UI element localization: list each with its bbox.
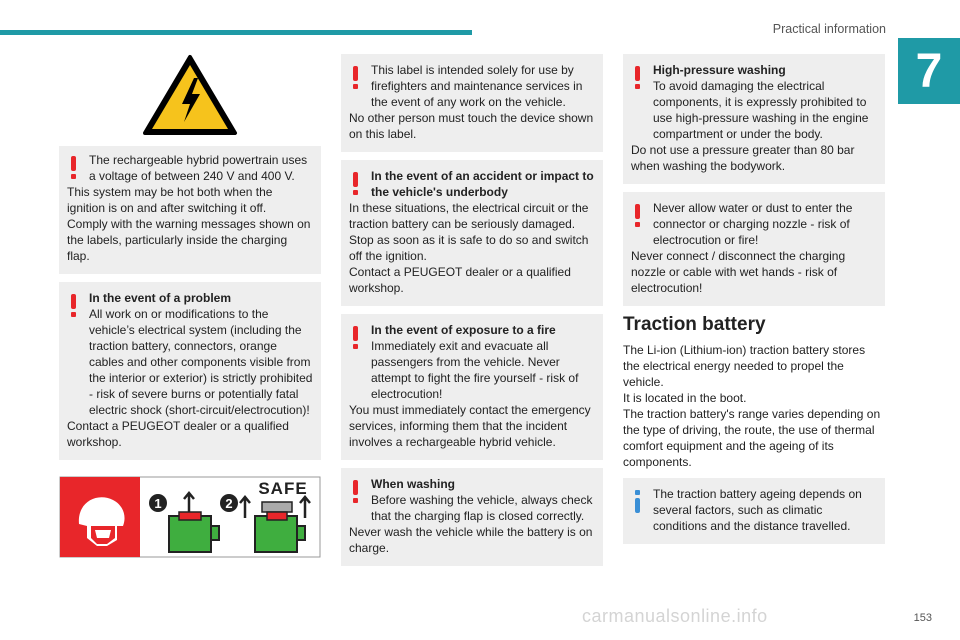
high-voltage-warning-icon bbox=[142, 54, 238, 136]
traction-battery-paragraph bbox=[623, 342, 885, 470]
warning-problem-box bbox=[59, 282, 321, 460]
box-title: In the event of an accident or impact to the vehicle's underbody bbox=[371, 169, 594, 199]
warning-water-box bbox=[623, 192, 885, 306]
box-text: All work on or modifications to the vehicle’s electrical system (including the traction battery, connectors, orange cables and other components visible from the interior or exterior) is strictly prohibited - risk of severe burns or potentially fatal electric shock (short-circuit/electrocution)! bbox=[89, 307, 313, 417]
watermark: carmanualsonline.info bbox=[582, 606, 768, 626]
box-text: Comply with the warning messages shown on the labels, particularly inside the charging flap. bbox=[67, 217, 311, 263]
box-title: When washing bbox=[371, 477, 455, 491]
paragraph-line: It is located in the boot. bbox=[623, 391, 747, 405]
box-text: Do not use a pressure greater than 80 bar when washing the bodywork. bbox=[631, 143, 855, 173]
box-text: The traction battery ageing depends on several factors, such as climatic conditions and the distance travelled. bbox=[653, 487, 862, 533]
traction-battery-heading: Traction battery bbox=[623, 314, 766, 335]
warning-exclamation-icon bbox=[353, 480, 359, 502]
column-3 bbox=[623, 54, 885, 552]
warning-label-box bbox=[341, 54, 603, 152]
paragraph-line: The Li-ion (Lithium-ion) traction battery stores the electrical energy needed to propel the vehicle. bbox=[623, 343, 866, 389]
warning-high-pressure-box bbox=[623, 54, 885, 184]
box-title: In the event of exposure to a fire bbox=[371, 323, 556, 337]
info-icon bbox=[635, 490, 641, 512]
info-ageing-box bbox=[623, 478, 885, 544]
warning-fire-box bbox=[341, 314, 603, 460]
box-text: This system may be hot both when the ignition is on and after switching it off. bbox=[67, 185, 273, 215]
warning-exclamation-icon bbox=[353, 326, 359, 348]
warning-accident-box bbox=[341, 160, 603, 306]
box-text: This label is intended solely for use by firefighters and maintenance services in the event of any work on the vehicle. bbox=[371, 63, 583, 109]
box-text: Stop as soon as it is safe to do so and switch off the ignition. bbox=[349, 233, 589, 263]
warning-exclamation-icon bbox=[635, 66, 641, 88]
column-1 bbox=[59, 54, 321, 563]
chapter-tab: 7 bbox=[898, 38, 960, 104]
box-text: Immediately exit and evacuate all passengers from the vehicle. Never attempt to fight the fire yourself - risk of electrocution! bbox=[371, 339, 579, 401]
firefighter-label-image bbox=[59, 476, 321, 558]
box-text: In these situations, the electrical circuit or the traction battery can be seriously damaged. bbox=[349, 201, 589, 231]
box-title: High-pressure washing bbox=[653, 63, 786, 77]
warning-exclamation-icon bbox=[71, 156, 77, 178]
safe-label: SAFE bbox=[258, 479, 308, 498]
box-text: The rechargeable hybrid powertrain uses a voltage of between 240 V and 400 V. bbox=[89, 153, 308, 183]
page-number: 153 bbox=[913, 612, 932, 624]
warning-exclamation-icon bbox=[635, 204, 641, 226]
paragraph-line: The traction battery's range varies depending on the type of driving, the route, the use of thermal comfort equipment and the ageing of its components. bbox=[623, 407, 881, 469]
column-2 bbox=[341, 54, 603, 574]
warning-washing-box bbox=[341, 468, 603, 566]
box-title: In the event of a problem bbox=[89, 291, 232, 305]
box-text: Never allow water or dust to enter the connector or charging nozzle - risk of electrocution or fire! bbox=[653, 201, 853, 247]
box-text: Never connect / disconnect the charging nozzle or cable with wet hands - risk of electrocution! bbox=[631, 249, 846, 295]
section-title: Practical information bbox=[772, 22, 886, 36]
box-text: Never wash the vehicle while the battery is on charge. bbox=[349, 525, 593, 555]
box-text: Contact a PEUGEOT dealer or a qualified workshop. bbox=[67, 419, 289, 449]
box-text: You must immediately contact the emergency services, informing them that the incident involves a rechargeable hybrid vehicle. bbox=[349, 403, 591, 449]
label-step-number: 1 bbox=[154, 496, 162, 511]
label-step-number: 2 bbox=[225, 496, 233, 511]
warning-exclamation-icon bbox=[353, 172, 359, 194]
box-text: Contact a PEUGEOT dealer or a qualified workshop. bbox=[349, 265, 571, 295]
warning-voltage-box bbox=[59, 146, 321, 274]
header-accent-bar bbox=[0, 30, 472, 35]
warning-exclamation-icon bbox=[71, 294, 77, 316]
box-text: No other person must touch the device shown on this label. bbox=[349, 111, 594, 141]
box-text: To avoid damaging the electrical components, it is expressly prohibited to use high-pressure washing in the engine compartment or under the body. bbox=[653, 79, 869, 141]
warning-exclamation-icon bbox=[353, 66, 359, 88]
box-text: Before washing the vehicle, always check that the charging flap is closed correctly. bbox=[371, 493, 593, 523]
